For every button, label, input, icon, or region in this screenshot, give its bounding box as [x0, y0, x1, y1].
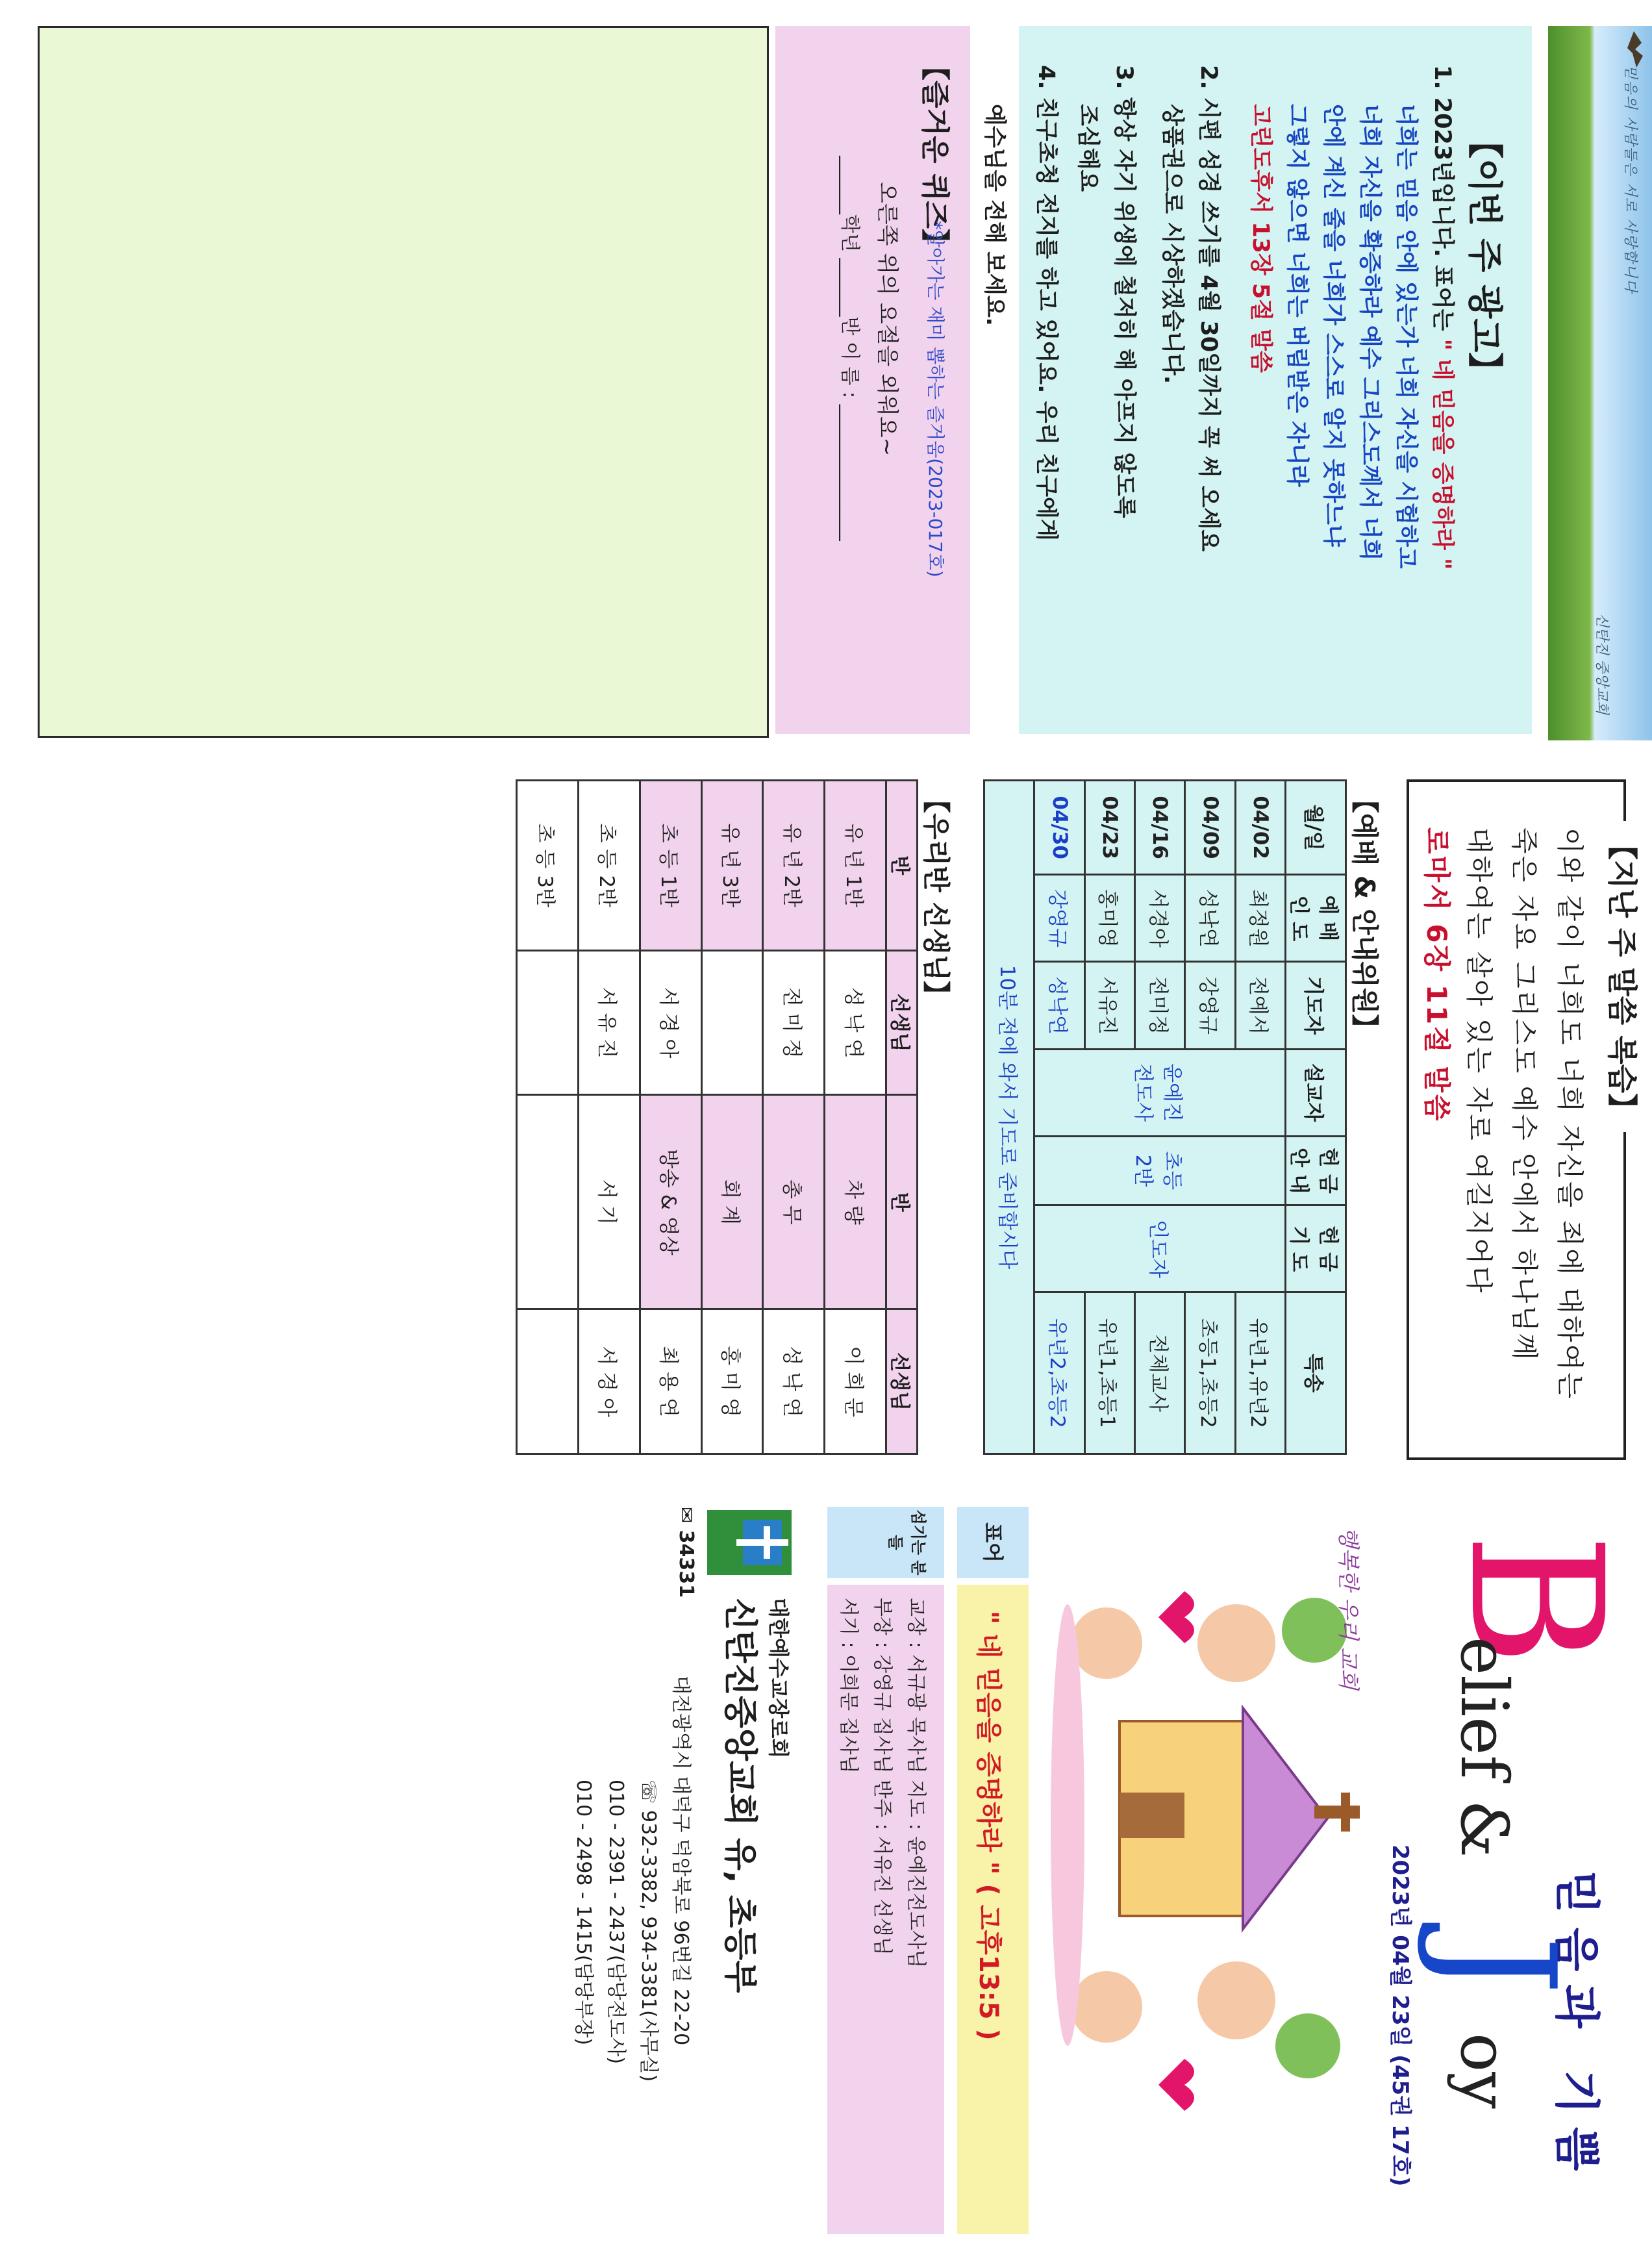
verse-line-3: 대하여는 살아 있는 자로 여길지어다: [1463, 827, 1495, 1294]
teachers-roster: [516, 779, 918, 1455]
table-row: 04/23 홍미영 서유진 유년1,초등1: [1084, 781, 1134, 1454]
masthead-elief: elief &: [1446, 1637, 1522, 1858]
middle-panel: [0, 753, 1652, 1507]
announcement-4-line2: 예수님을 전해 보세요.: [981, 104, 1007, 326]
table-row: 초 등 2반 서 유 진 서 기 서 경 아: [578, 781, 640, 1454]
happy-church-illustration: [1042, 1546, 1379, 2130]
announcement-3: 3. 항상 자기 위생에 철저히 해 아프지 않도록: [1111, 65, 1137, 518]
col-teacher: 선생님: [886, 950, 918, 1095]
teachers-table-title: 【우리반 선생님】: [920, 786, 952, 1009]
staff-box: [827, 1585, 944, 2234]
verse-review-title: 【지난 주 말씀 복습】: [1603, 821, 1646, 1132]
teachers-table: [516, 779, 918, 1455]
masthead-letter-b: B: [1429, 1533, 1641, 1667]
staff-line-1: 교장 : 서규광 목사님 지도 : 윤예진전도사님: [905, 1598, 927, 1969]
verse-line-2: 죽은 자요 그리스도 예수 안에서 하나님께: [1508, 827, 1540, 1362]
col-preacher: 설교자: [1286, 1049, 1346, 1136]
sky-field-banner: [1548, 26, 1652, 740]
illustration-caption: 행복한 우리 교회: [1335, 1526, 1361, 1690]
motto-text: " 네 믿음을 증명하라 " ( 고후13:5 ): [973, 1611, 1003, 2041]
masthead-letter-j: J: [1413, 1935, 1586, 1996]
announcement-1-line3: 너희 자신을 확증하라 예수 그리스도께서 너희: [1357, 104, 1383, 561]
table-row: 유 년 3반 회 계 홍 미 영: [701, 781, 763, 1454]
table-row: [984, 781, 1034, 1454]
col-special-song: 특송: [1286, 1292, 1346, 1454]
table-row: 04/30 강영규 성낙연 유년2,초등2: [1034, 781, 1084, 1454]
phone-director: 010 - 2498 - 1415(담당부장): [572, 1780, 595, 2046]
announcement-1: 1. 2023년입니다. 표어는 " 네 믿음을 증명하라 ": [1429, 65, 1455, 570]
announcement-3-line2: 조심해요: [1075, 104, 1101, 192]
announcement-1-line5: 그렇지 않으면 너희는 버림받은 자니라: [1284, 104, 1310, 487]
table-row: 유 년 1반 성 낙 연 차 량 이 희 문: [825, 781, 886, 1454]
left-panel: [0, 0, 1652, 753]
col-offering-guide: 헌 금 안 내: [1286, 1136, 1346, 1205]
verse-review-box: [1407, 779, 1640, 1460]
worship-table: [983, 779, 1347, 1455]
church-logo-icon: [704, 1507, 795, 1578]
announcements-title: 【이번 주 광고】: [1464, 123, 1505, 388]
announcement-1-line4: 안에 계신 줄을 너희가 스스로 알지 못하느냐: [1320, 104, 1346, 547]
announcements-box: [1019, 26, 1532, 734]
col-date: 월/일: [1286, 781, 1346, 875]
eagle-icon: [1623, 30, 1647, 69]
quiz-box: [775, 26, 970, 734]
issue-date: 2023년 04월 23일 (45권 17호): [1387, 1845, 1413, 2187]
worship-footer: 10분 전에 와서 기도로 준비합시다: [984, 781, 1034, 1454]
table-row: 04/02 최정원 전예서 윤예진 전도사 초등 2반 인도자 유년1,유년2: [1235, 781, 1285, 1454]
phone-pastor: 010 - 2391 - 2437(담당전도사): [605, 1780, 627, 2065]
quiz-answer-line: ______학년 ______반 이 름 : ______________: [838, 156, 861, 541]
col-prayer: 기도자: [1286, 962, 1346, 1049]
phone-office: ☏ 932-3382, 934-3381(사무실): [637, 1780, 660, 2082]
postal-code: ✉ 34331: [675, 1507, 697, 1598]
church-name: 신탄진중앙교회 유, 초등부: [720, 1598, 759, 1993]
quiz-title: 【즐거운 퀴즈】: [918, 52, 951, 257]
worship-roster: [983, 779, 1347, 1455]
motto-highlight: " 네 믿음을 증명하라 ": [1429, 338, 1455, 570]
col-role: 반: [886, 1095, 918, 1309]
banner-church-name: 신탄진 중앙교회: [1594, 613, 1610, 714]
banner-scroll-text: 믿음의 사람들은 서로 사랑합니다: [1622, 65, 1638, 294]
quiz-answer-area[interactable]: [38, 26, 769, 738]
denomination: 대한예수교장로회: [766, 1598, 791, 1759]
quiz-subtitle: *알아가는 재미 뽑하는 즐거움(2023-017호): [925, 221, 946, 577]
col-class: 반: [886, 781, 918, 951]
staff-tag: 섬기는 분들: [827, 1507, 944, 1578]
staff-line-2: 부장 : 강영규 집사님 반주 : 서유진 선생님: [871, 1598, 894, 1956]
announcement-1-line2: 너희는 믿음 안에 있는가 너희 자신을 시험하고: [1393, 104, 1419, 569]
announcement-4: 4. 친구초청 전지를 하고 있어요. 우리 친구에게: [1033, 65, 1059, 541]
staff-line-3: 서기 : 이희문 집사님: [837, 1598, 860, 1774]
col-leader: 예 배 인 도: [1286, 875, 1346, 962]
masthead-korean-title: 믿음과 기쁨: [1550, 1871, 1603, 2184]
table-row: 04/09 성낙연 강영규 초등1,초등2: [1185, 781, 1235, 1454]
col-offering-prayer: 헌 금 기 도: [1286, 1205, 1346, 1292]
right-panel: [0, 1507, 1652, 2255]
quiz-question: 오른쪽 위의 요절을 외워요~: [874, 182, 900, 457]
announcement-2: 2. 시편 성경 쓰기를 4월 30일까지 꼭 써 오세요: [1195, 65, 1221, 552]
address: 대전광역시 대덕구 덕암북로 96번길 22-20: [670, 1676, 692, 2046]
verse-line-1: 이와 같이 너희도 너희 자신을 죄에 대하여는: [1554, 827, 1586, 1401]
worship-table-title: 【예배 & 안내위원】: [1349, 786, 1381, 1042]
table-row: 초 등 1반 서 경 아 방송 & 영상 최 용 연: [640, 781, 701, 1454]
table-row: 초 등 3반: [517, 781, 579, 1454]
motto-tag: 표어: [957, 1507, 1029, 1578]
announcement-2-line2: 상품권으로 시상하겠습니다.: [1159, 104, 1185, 384]
announcement-1-reference: 고린도후서 13장 5절 말씀: [1247, 104, 1273, 373]
table-row: 04/16 서경아 전미정 전체교사: [1135, 781, 1185, 1454]
table-row: 유 년 2반 전 미 정 총 무 성 낙 연: [763, 781, 825, 1454]
verse-reference: 로마서 6장 11절 말씀: [1421, 827, 1453, 1123]
col-teacher-2: 선생님: [886, 1309, 918, 1454]
masthead-oy: oy: [1446, 2033, 1522, 2109]
